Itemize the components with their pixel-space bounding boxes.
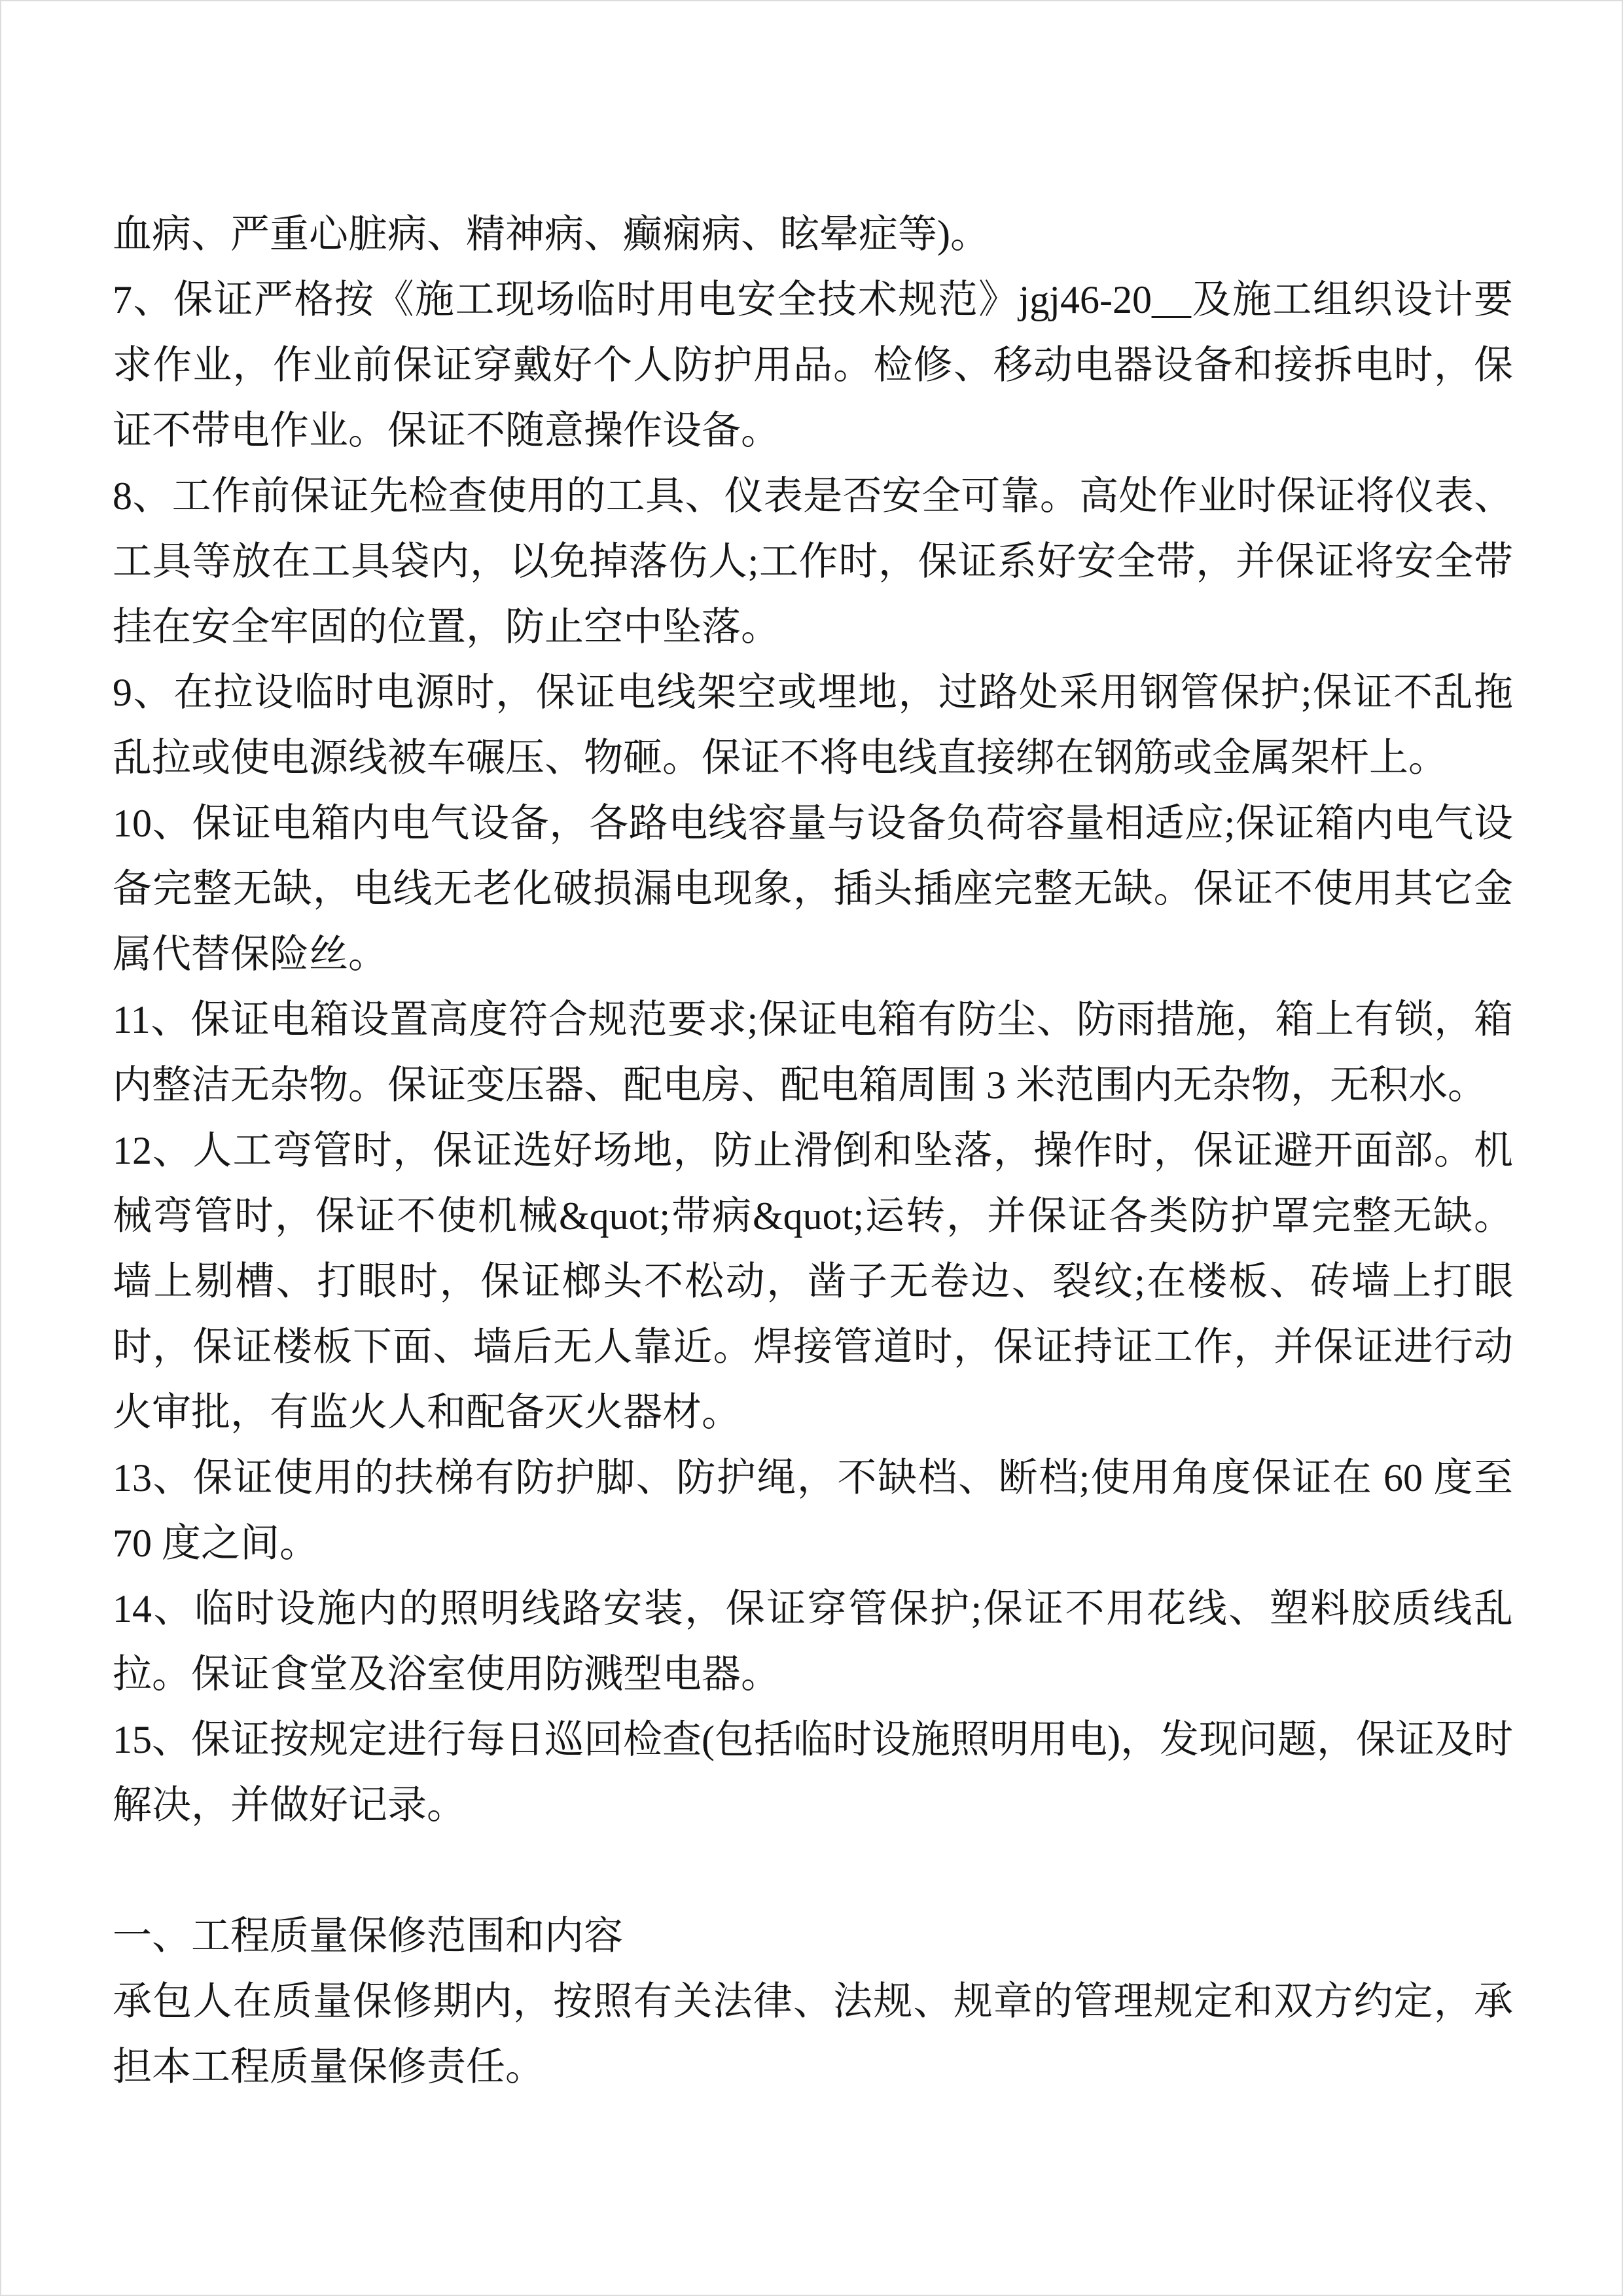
paragraph-item-8: 8、工作前保证先检查使用的工具、仪表是否安全可靠。高处作业时保证将仪表、工具等放在工具袋内，以免掉落伤人;工作时，保证系好安全带，并保证将安全带挂在安全牢固的位置，防止空中坠落。 bbox=[113, 475, 1513, 649]
paragraph-item-10: 10、保证电箱内电气设备，各路电线容量与设备负荷容量相适应;保证箱内电气设备完整无缺，电线无老化破损漏电现象，插头插座完整无缺。保证不使用其它金属代替保险丝。 bbox=[113, 802, 1513, 976]
section-heading-warranty: 一、工程质量保修范围和内容 bbox=[113, 1914, 623, 1958]
paragraph-item-9: 9、在拉设临时电源时，保证电线架空或埋地，过路处采用钢管保护;保证不乱拖乱拉或使电源线被车碾压、物砸。保证不将电线直接绑在钢筋或金属架杆上。 bbox=[113, 671, 1513, 780]
paragraph-item-11: 11、保证电箱设置高度符合规范要求;保证电箱有防尘、防雨措施，箱上有锁，箱内整洁无杂物。保证变压器、配电房、配电箱周围 3 米范围内无杂物，无积水。 bbox=[113, 998, 1513, 1107]
blank-line bbox=[113, 1838, 1513, 1903]
paragraph-item-7: 7、保证严格按《施工现场临时用电安全技术规范》jgj46-20__及施工组织设计要求作业，作业前保证穿戴好个人防护用品。检修、移动电器设备和接拆电时，保证不带电作业。保证不随意操作设备。 bbox=[113, 278, 1513, 452]
paragraph-item-12: 12、人工弯管时，保证选好场地，防止滑倒和坠落，操作时，保证避开面部。机械弯管时，保证不使机械&quot;带病&quot;运转，并保证各类防护罩完整无缺。墙上剔槽、打眼时，保证榔头不松动，凿子无卷边、裂纹;在楼板、砖墙上打眼时，保证楼板下面、墙后无人靠近。焊接管道时，保证持证工作，并保证进行动火审批，有监火人和配备灭火器材。 bbox=[113, 1129, 1513, 1434]
paragraph-continuation: 血病、严重心脏病、精神病、癫痫病、眩晕症等)。 bbox=[113, 213, 990, 256]
paragraph-item-15: 15、保证按规定进行每日巡回检查(包括临时设施照明用电)，发现问题，保证及时解决，并做好记录。 bbox=[113, 1718, 1513, 1827]
document-content bbox=[113, 202, 1513, 2100]
paragraph-item-13: 13、保证使用的扶梯有防护脚、防护绳，不缺档、断档;使用角度保证在 60 度至 70 度之间。 bbox=[113, 1456, 1513, 1565]
paragraph-item-14: 14、临时设施内的照明线路安装，保证穿管保护;保证不用花线、塑料胶质线乱拉。保证食堂及浴室使用防溅型电器。 bbox=[113, 1587, 1513, 1696]
paragraph-warranty-body: 承包人在质量保修期内，按照有关法律、法规、规章的管理规定和双方约定，承担本工程质量保修责任。 bbox=[113, 1980, 1513, 2089]
